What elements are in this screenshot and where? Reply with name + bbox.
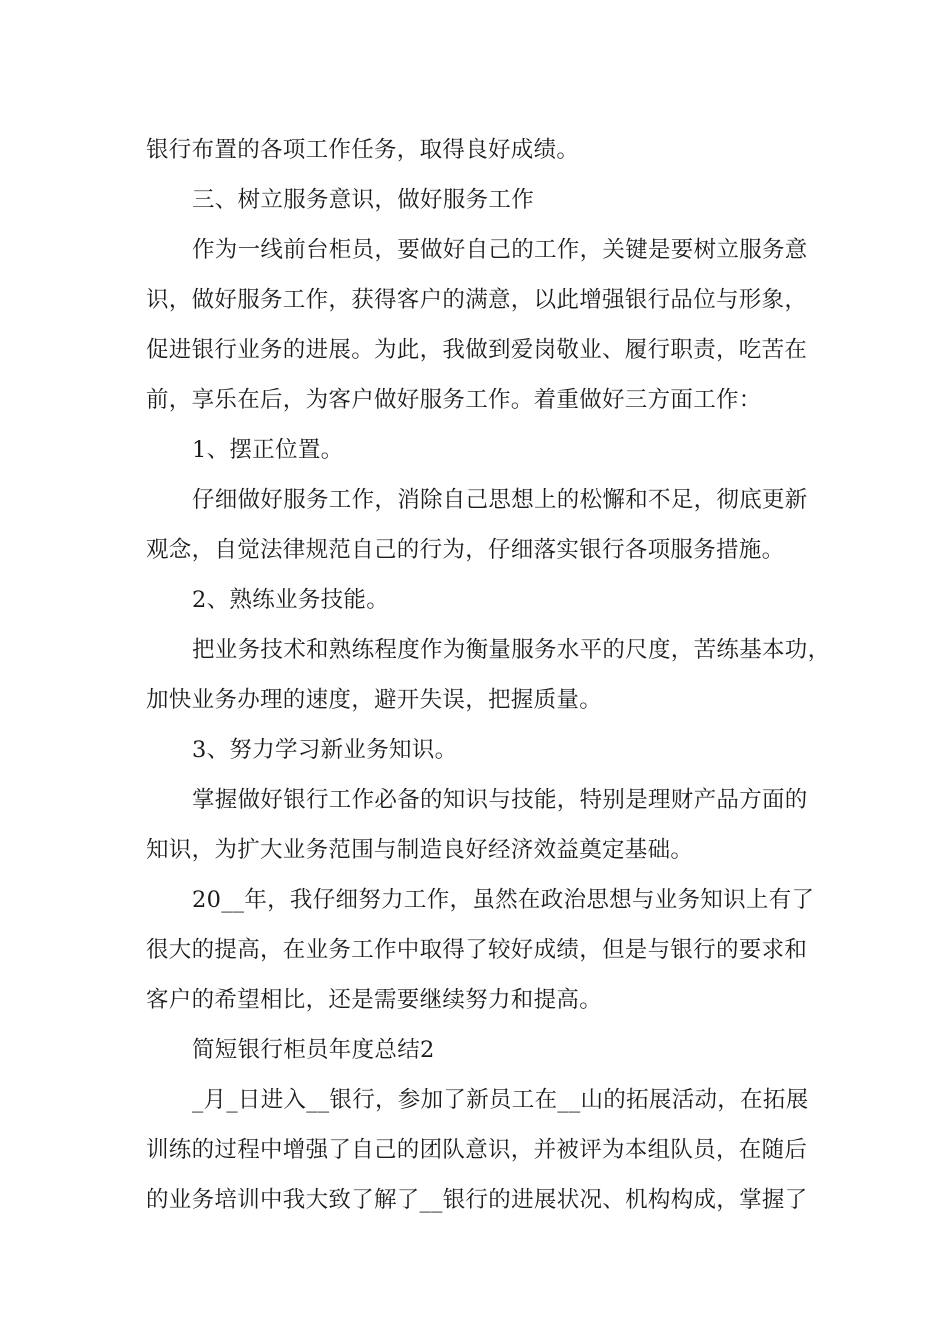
list-heading: 3、努力学习新业务知识。	[192, 737, 458, 763]
section-heading: 三、树立服务意识，做好服务工作	[192, 187, 535, 213]
text-line: 把业务技术和熟练程度作为衡量服务水平的尺度，苦练基本功，	[192, 637, 831, 663]
section-title: 简短银行柜员年度总结2	[192, 1037, 435, 1063]
text-line: 20__年，我仔细努力工作，虽然在政治思想与业务知识上有了	[192, 887, 815, 913]
list-heading: 2、熟练业务技能。	[192, 587, 390, 613]
text-line: 识，做好服务工作，获得客户的满意，以此增强银行品位与形象，	[146, 287, 808, 313]
text-line: _月_日进入__银行，参加了新员工在__山的拓展活动，在拓展	[192, 1087, 809, 1113]
text-line: 观念，自觉法律规范自己的行为，仔细落实银行各项服务措施。	[146, 537, 785, 563]
text-line: 很大的提高，在业务工作中取得了较好成绩，但是与银行的要求和	[146, 937, 808, 963]
text-line: 客户的希望相比，还是需要继续努力和提高。	[146, 987, 603, 1013]
text-line: 银行布置的各项工作任务，取得良好成绩。	[146, 137, 580, 163]
text-line: 的业务培训中我大致了解了__银行的进展状况、机构构成，掌握了	[146, 1187, 808, 1213]
text-line: 加快业务办理的速度，避开失误，把握质量。	[146, 687, 603, 713]
text-line: 作为一线前台柜员，要做好自己的工作，关键是要树立服务意	[192, 237, 808, 263]
text-line: 掌握做好银行工作必备的知识与技能，特别是理财产品方面的	[192, 787, 808, 813]
text-line: 训练的过程中增强了自己的团队意识，并被评为本组队员，在随后	[146, 1137, 808, 1163]
list-heading: 1、摆正位置。	[192, 437, 344, 463]
text-line: 知识，为扩大业务范围与制造良好经济效益奠定基础。	[146, 837, 694, 863]
text-line: 仔细做好服务工作，消除自己思想上的松懈和不足，彻底更新	[192, 487, 808, 513]
text-line: 促进银行业务的进展。为此，我做到爱岗敬业、履行职责，吃苦在	[146, 337, 808, 363]
text-line: 前，享乐在后，为客户做好服务工作。着重做好三方面工作：	[146, 387, 762, 413]
